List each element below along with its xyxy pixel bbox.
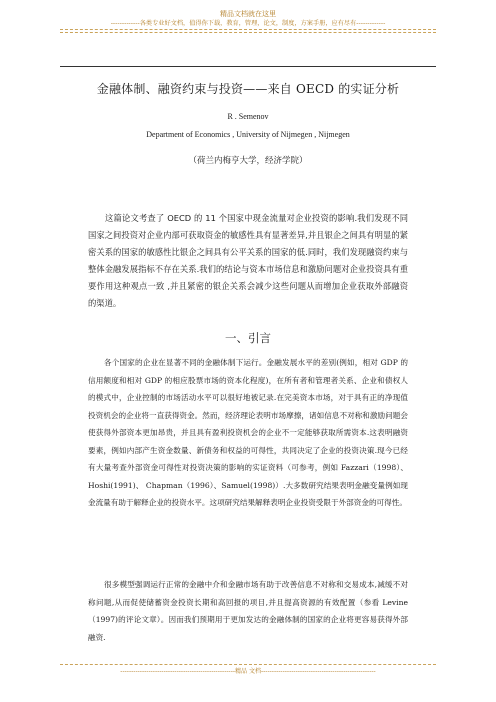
page-header-rule — [60, 66, 436, 67]
paper-title: 金融体制、融资约束与投资——来自 OECD 的实证分析 — [96, 82, 400, 96]
abstract: 这篇论文考查了 OECD 的 11 个国家中现金流量对企业投资的影响.我们发现不同国家之间投资对企业内部可获取资金的敏感性具有显著差异,并且银企之间具有明显的紧密关系的国家的敏感性比银企之间具有公平关系的国家的低.同时，我们发现融资约束与整体金融发展指标不存在关系.我们的结论与资本市场信息和激励问题对企业投资具有重要作用这种观点一致 ,并且紧密的银企关系会减少这些问题从而增加企业获取外部融资的渠道。 — [88, 213, 408, 308]
header-divider — [60, 29, 436, 30]
paper-author: R . Semenov — [227, 112, 269, 121]
header-divider-secondary — [60, 32, 436, 33]
body-paragraph: 各个国家的企业在显著不同的金融体制下运行。金融发展水平的差别(例如，相对 GDP 的信用额度和相对 GDP 的相应股票市场的资本化程度)，在所有者和管理者关系、企业和债权人的模式中，企业控制的市场活动水平可以很好地被记录.在完美资本市场，对于具有正的净现值投资机会的企业将一直获得资金。然而，经济理论表明市场摩擦，诸如信息不对称和激励问题会使获得外部资本更加昂贵，并且具有盈利投资机会的企业不一定能够获取所需资本.这表明融资要素，例如内部产生资金数量、新债务和权益的可得性，共同决定了企业的投资决策.现今已经有大量考查外部资金可得性对投资决策的影响的实证资料（可参考，例如 Fazzari（1998）、 Hoshi(1991)、 Chapman（1996）、Samuel(1998)）.大多数研究结果表明金融变量例如现金流量有助于解释企业的投资水平。这项研究结果解释表明企业投资受限于外部资金的可得性。 — [88, 358, 408, 507]
author-affiliation: Department of Economics , University of Nijmegen , Nijmegen — [146, 130, 350, 139]
footer-divider — [60, 664, 436, 665]
watermark-banner: -------------各类专业好文档，值得你下载，教育，管理，论文，制度，方案手册，应有尽有------------- — [110, 20, 386, 27]
author-affiliation-chinese: （荷兰内梅亨大学，经济学院） — [188, 156, 308, 166]
watermark-top-line: 精品文档就在这里 — [220, 10, 276, 18]
watermark-footer: -----------------------------------------------------精品 文档----------------------------------------------------- — [120, 668, 376, 675]
body-paragraph: 很多模型强调运行正常的金融中介和金融市场有助于改善信息不对称和交易成本,减缓不对称问题,从而促使储蓄资金投资长期和高回报的项目,并且提高资源的有效配置（参看 Levine（1997)的评论文章）。因而我们预期用于更加发达的金融体制的国家的企业将更容易获得外部融资. — [88, 580, 408, 642]
section-heading-introduction: 一、引言 — [225, 331, 271, 345]
